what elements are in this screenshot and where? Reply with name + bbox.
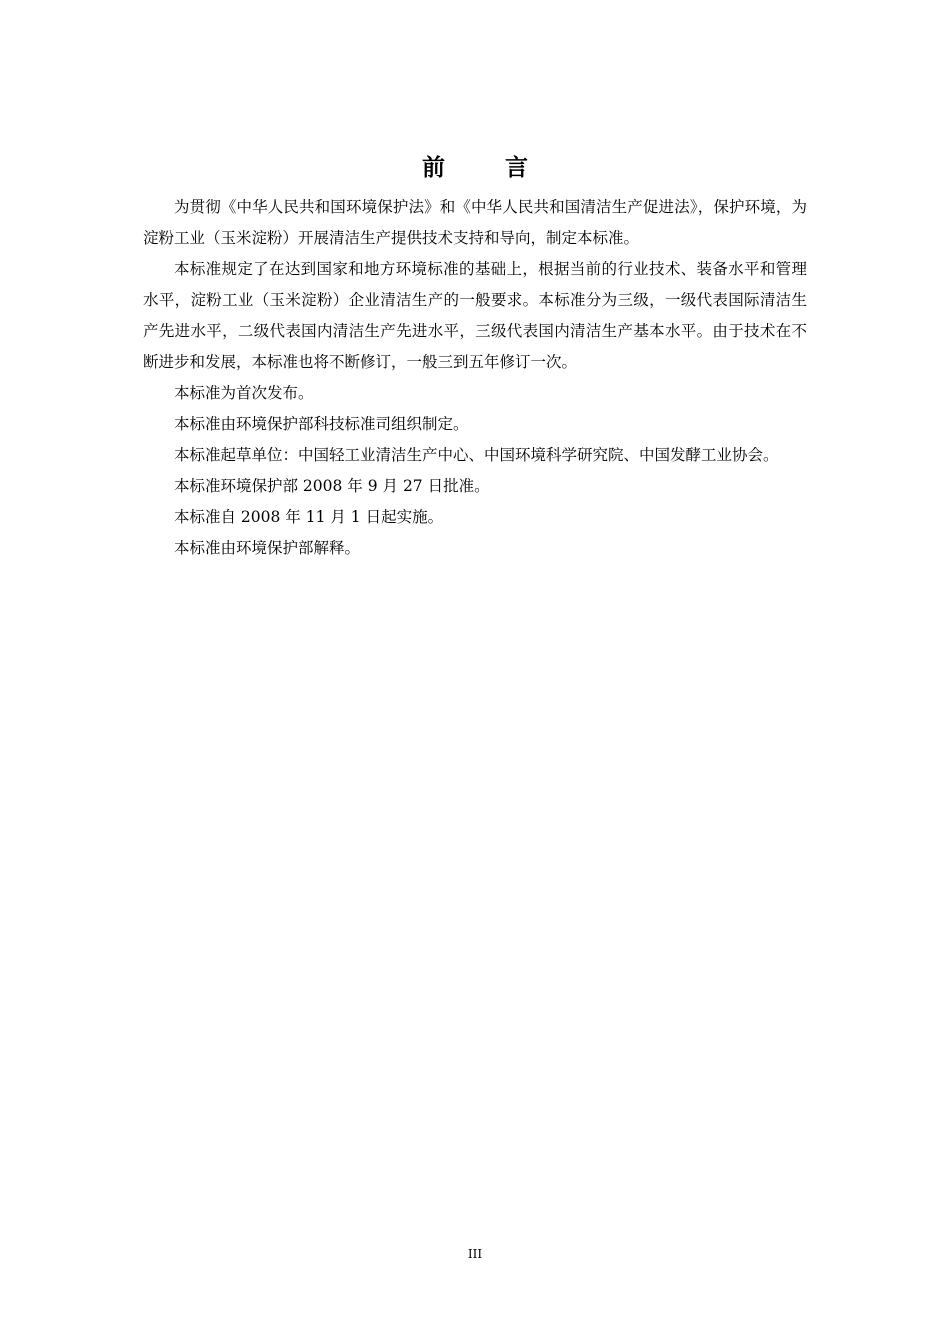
paragraph-effective-date: 本标准自 2008 年 11 月 1 日起实施。 xyxy=(174,508,444,526)
paragraph-scope: 本标准规定了在达到国家和地方环境标准的基础上，根据当前的行业技术、装备水平和管理水平，淀粉工业（玉米淀粉）企业清洁生产的一般要求。本标准分为三级，一级代表国际清洁生产先进水平，二级代表国内清洁生产先进水平，三级代表国内清洁生产基本水平。由于技术在不断进步和发展，本标准也将不断修订，一般三到五年修订一次。 xyxy=(143,260,807,371)
paragraph-interpretation: 本标准由环境保护部解释。 xyxy=(174,539,361,557)
paragraph-drafting-units: 本标准起草单位：中国轻工业清洁生产中心、中国环境科学研究院、中国发酵工业协会。 xyxy=(174,446,779,464)
paragraph-purpose: 为贯彻《中华人民共和国环境保护法》和《中华人民共和国清洁生产促进法》，保护环境，为淀粉工业（玉米淀粉）开展清洁生产提供技术支持和导向，制定本标准。 xyxy=(143,198,807,247)
foreword-body xyxy=(143,192,807,564)
page-title: 前 言 xyxy=(421,155,554,182)
paragraph-first-release: 本标准为首次发布。 xyxy=(174,384,314,402)
page-number: III xyxy=(467,1247,483,1261)
paragraph-organizer: 本标准由环境保护部科技标准司组织制定。 xyxy=(174,415,469,433)
paragraph-approval-date: 本标准环境保护部 2008 年 9 月 27 日批准。 xyxy=(174,477,490,495)
